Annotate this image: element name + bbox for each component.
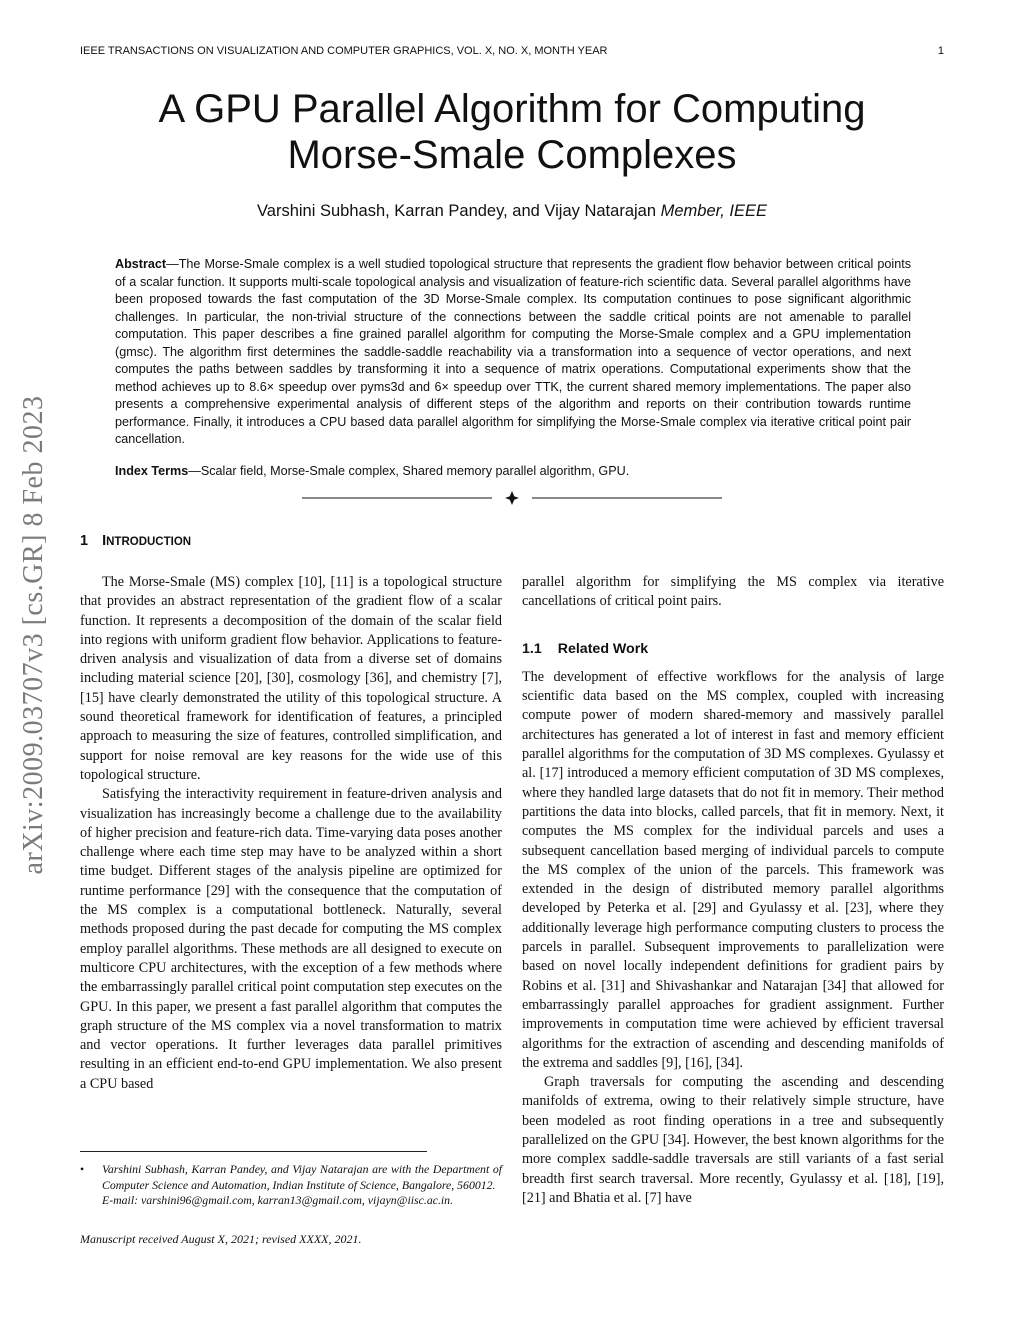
section-heading	[80, 533, 191, 549]
author-names: Varshini Subhash, Karran Pandey, and Vijay Natarajan	[257, 202, 657, 220]
index-terms-text: —Scalar field, Morse-Smale complex, Shared memory parallel algorithm, GPU.	[188, 464, 630, 478]
section-divider	[302, 488, 722, 508]
journal-name: IEEE TRANSACTIONS ON VISUALIZATION AND COMPUTER GRAPHICS, VOL. X, NO. X, MONTH YEAR	[80, 45, 608, 57]
title-line-1: A GPU Parallel Algorithm for Computing	[158, 87, 866, 131]
subsection-number: 1.1	[522, 640, 542, 657]
page-number: 1	[937, 45, 944, 57]
abstract-text: —The Morse-Smale complex is a well studied topological structure that represents the gradient flow behavior between critical points of a scalar function. It supports multi-scale topological analysis and visualization of feature-rich scientific data. Several parallel algorithms have been proposed towards the fast computation of the 3D Morse-Smale complex. Its computation continues to pose significant algorithmic challenges. In particular, the non-trivial structure of the connections between the saddle critical points are not amenable to parallel computation. This paper describes a fine grained parallel algorithm for computing the Morse-Smale complex and a GPU implementation (gmsc). The algorithm first determines the saddle-saddle reachability via a transformation into a sequence of vector operations, and next computes the paths between saddles by transforming it into a sequence of matrix operations. Computational experiments show that the method achieves up to 8.6× speedup over pyms3d and 6× speedup over TTK, the current shared memory implementations. The paper also presents a comprehensive experimental analysis of different steps of the algorithm and reports on their contribution towards runtime performance. Finally, it introduces a CPU based data parallel algorithm for simplifying the Morse-Smale complex via iterative critical point pair cancellation.	[115, 257, 911, 446]
footnote-rule	[80, 1151, 427, 1152]
intro-paragraph-continued: parallel algorithm for simplifying the MS complex via iterative cancellations of critical point pairs.	[522, 574, 944, 610]
title-line-2: Morse-Smale Complexes	[287, 133, 737, 177]
subsection-title: Related Work	[557, 640, 649, 657]
related-work-paragraph-1: The development of effective workflows for the analysis of large scientific data based on the MS complex, coupled with increasing compute power of modern shared-memory and massively parallel architectures has generated a lot of interest in fast and memory efficient parallel algorithms for the computation of 3D MS complexes. Gyulassy et al. [17] introduced a memory efficient computation of 3D MS complexes, where they handled large datasets that do not fit in memory. Their method partitions the data into blocks, called parcels, that fit in memory. Next, it computes the MS complex for the individual parcels and uses a subsequent cancellation based merging of individual parcels to compute the MS complex of the union of the parcels. This framework was extended in the design of distributed memory parallel algorithms developed by Peterka et al. [29] and Gyulassy et al. [23], where they additionally leverage high performance computing clusters to process the parcels in parallel. Subsequent improvements to parallelization were based on novel locally independent definitions for gradient pairs by Robins et al. [31] and Shivashankar and Natarajan [34] that allowed for embarrassingly parallel approaches for gradient assignment. Further improvements in computation time were achieved by efficient traversal algorithms for the extraction of ascending and descending manifolds of the extrema and saddles [9], [16], [34].	[522, 668, 944, 1071]
related-work-paragraph-2: Graph traversals for computing the ascending and descending manifolds of extrema, owing to their relatively simple structure, have been modeled as root finding operations in a tree and subsequently parallelized on the GPU [34]. However, the best known algorithms for the more complex saddle-saddle traversals are still variants of a fast serial breadth first search traversal. More recently, Gyulassy et al. [18], [19], [21] and Bhatia et al. [7] have	[522, 1074, 944, 1206]
footnote-bullet: •	[80, 1162, 85, 1176]
subsection-heading	[522, 640, 944, 659]
diamond-icon	[505, 491, 519, 505]
footnote-affiliation: Varshini Subhash, Karran Pandey, and Vijay Natarajan are with the Department of Computer Science and Automation, Indian Institute of Science, Bangalore, 560012.	[102, 1162, 502, 1192]
footnote-body	[102, 1162, 502, 1209]
paper-title	[100, 86, 924, 178]
intro-paragraph-1: The Morse-Smale (MS) complex [10], [11] is a topological structure that provides an abstract representation of the gradient flow of a scalar function. It represents a decomposition of the domain of the scalar field into regions with uniform gradient flow behavior. Applications to feature-driven analysis and visualization of data from a diverse set of domains including material science [20], [30], cosmology [36], and chemistry [7], [15] have clearly demonstrated the utility of this topological structure. A sound theoretical framework for identification of features, a principled approach to measuring the size of features, controlled simplification, and support for noise removal are key reasons for the wide use of this topological structure.	[80, 574, 502, 783]
section-title-initial: I	[102, 533, 107, 549]
left-column	[80, 573, 502, 1094]
intro-paragraph-2: Satisfying the interactivity requirement in feature-driven analysis and visualization has increasingly become a challenge due to the availability of higher precision and feature-rich data. Time-varying data poses another challenge where each time step may have to be analyzed within a short time budget. Different stages of the analysis pipeline are optimized for runtime performance [29] with the consequence that the computation of the MS complex is a computational bottleneck. Naturally, several methods proposed during the past decade for computing the MS complex employ parallel algorithms. These methods are all designed to execute on multicore CPU architectures, with the exception of a few methods where the embarrassingly parallel critical point computation step executes on the GPU. In this paper, we present a fast parallel algorithm that computes the graph structure of the MS complex via a novel transformation to matrix and vector operations. It further leverages data parallel primitives resulting in an efficient end-to-end GPU implementation. We also present a CPU based	[80, 786, 502, 1092]
running-header	[80, 45, 944, 61]
manuscript-note: Manuscript received August X, 2021; revised XXXX, 2021.	[80, 1232, 362, 1246]
author-line	[100, 202, 924, 221]
index-terms	[115, 464, 911, 478]
section-title-rest: NTRODUCTION	[106, 536, 192, 548]
index-terms-label: Index Terms	[115, 464, 189, 478]
abstract-label: Abstract	[115, 257, 167, 271]
arxiv-stamp: arXiv:2009.03707v3 [cs.GR] 8 Feb 2023	[18, 395, 49, 875]
footnote	[80, 1162, 502, 1209]
footnote-email: E-mail: varshini96@gmail.com, karran13@gmail.com, vijayn@iisc.ac.in.	[102, 1193, 454, 1207]
divider-graphic	[302, 488, 722, 508]
section-number: 1	[80, 533, 89, 549]
abstract	[115, 256, 911, 449]
right-column	[522, 573, 944, 1208]
author-membership: Member, IEEE	[660, 202, 767, 220]
